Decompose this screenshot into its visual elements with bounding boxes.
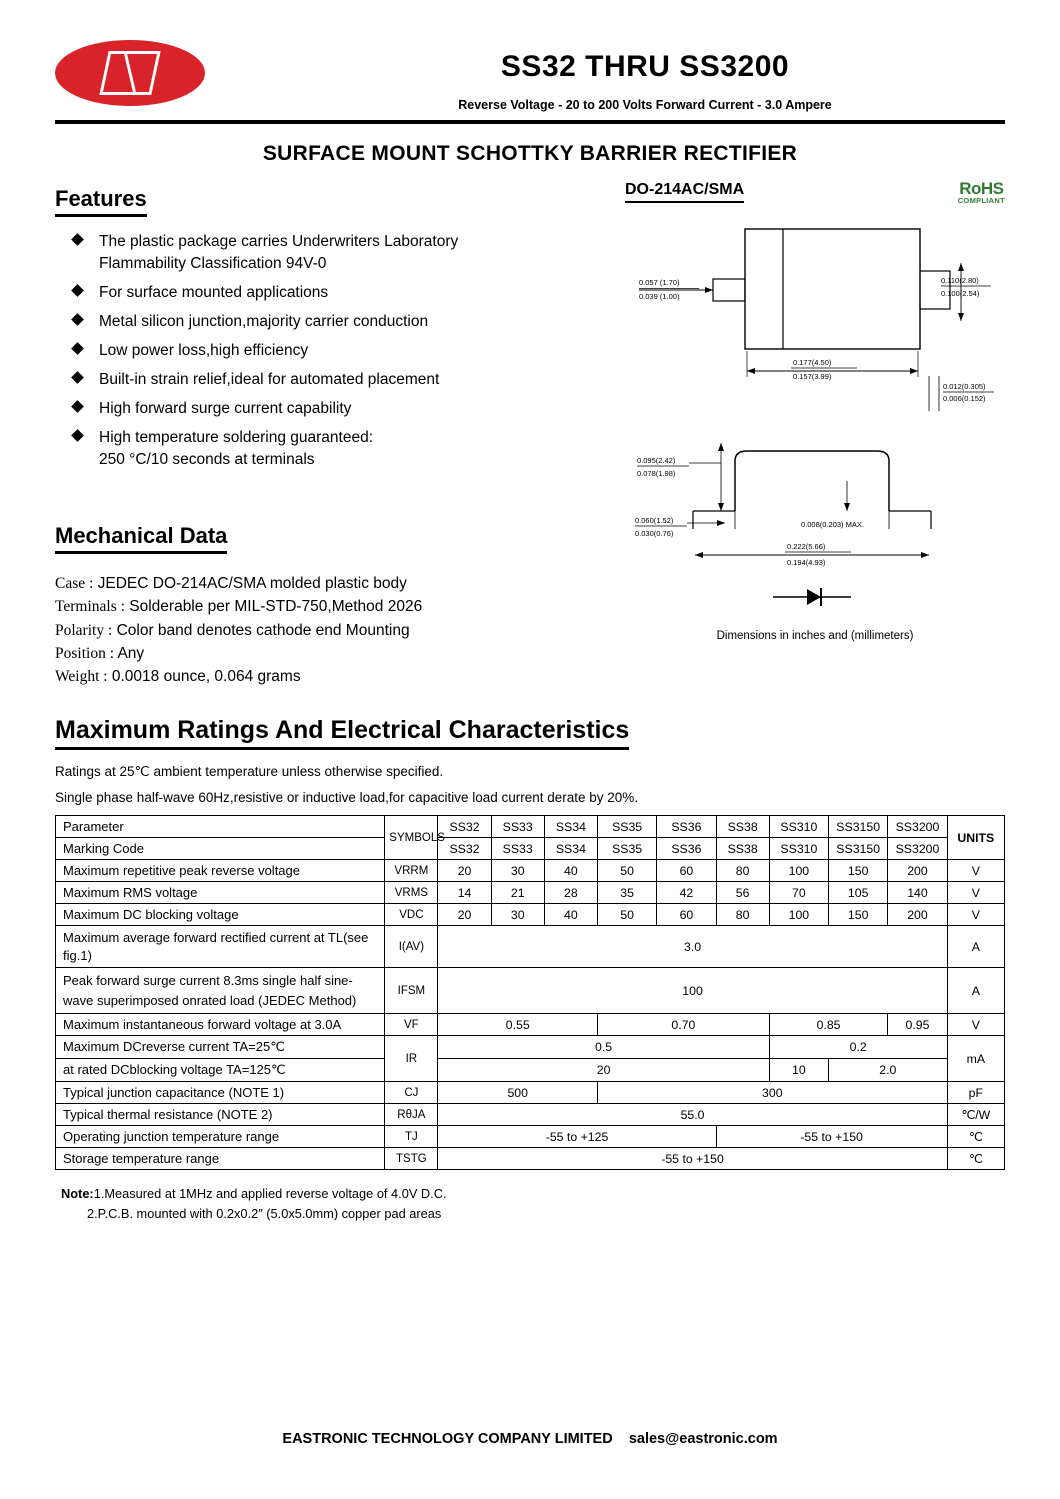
param-label: Maximum RMS voltage bbox=[56, 882, 385, 904]
dimensions-caption: Dimensions in inches and (millimeters) bbox=[716, 629, 914, 642]
list-item bbox=[73, 398, 615, 420]
cell-value: 200 bbox=[888, 904, 947, 926]
cell-value: 100 bbox=[769, 860, 828, 882]
cell-value: 40 bbox=[544, 904, 597, 926]
mech-label: Weight : bbox=[55, 668, 108, 685]
cell-value: 150 bbox=[829, 860, 888, 882]
left-column bbox=[55, 180, 615, 688]
param-label: Maximum DCreverse current TA=25℃ bbox=[56, 1036, 385, 1059]
feature-text: Built-in strain relief,ideal for automated placement bbox=[99, 371, 440, 388]
param-label: Typical junction capacitance (NOTE 1) bbox=[56, 1082, 385, 1104]
list-item bbox=[73, 282, 615, 304]
param-symbol: IFSM bbox=[385, 968, 438, 1014]
type-header: SS3150 bbox=[829, 816, 888, 838]
cell-value: 200 bbox=[888, 860, 947, 882]
package-name: DO-214AC/SMA bbox=[625, 181, 744, 203]
col-symbols: SYMBOLS bbox=[385, 816, 438, 860]
mechanical-heading: Mechanical Data bbox=[55, 523, 227, 554]
feature-text: For surface mounted applications bbox=[99, 284, 329, 301]
param-label: Maximum DC blocking voltage bbox=[56, 904, 385, 926]
page-header bbox=[0, 0, 1060, 112]
feature-text: High forward surge current capability bbox=[99, 400, 352, 417]
mech-line bbox=[55, 642, 615, 665]
col-units: UNITS bbox=[947, 816, 1004, 860]
title-block bbox=[285, 40, 1005, 112]
ratings-heading: Maximum Ratings And Electrical Characteristics bbox=[55, 716, 629, 750]
page-title: SS32 THRU SS3200 bbox=[500, 50, 790, 83]
table-row bbox=[56, 1148, 1005, 1170]
param-label: Typical thermal resistance (NOTE 2) bbox=[56, 1104, 385, 1126]
marking-code: SS32 bbox=[438, 838, 491, 860]
specifications-table bbox=[55, 815, 1005, 1170]
param-label: Maximum instantaneous forward voltage at 3.0A bbox=[56, 1014, 385, 1036]
type-header: SS32 bbox=[438, 816, 491, 838]
rohs-label: RoHS bbox=[959, 179, 1004, 198]
eastronic-logo-icon bbox=[55, 40, 205, 106]
table-row bbox=[56, 860, 1005, 882]
list-item bbox=[73, 427, 615, 471]
param-label: Maximum repetitive peak reverse voltage bbox=[56, 860, 385, 882]
marking-code: SS34 bbox=[544, 838, 597, 860]
footnotes bbox=[55, 1184, 1005, 1222]
cell-unit: V bbox=[947, 860, 1004, 882]
cell-value: -55 to +150 bbox=[716, 1126, 947, 1148]
package-header bbox=[625, 180, 1005, 205]
cell-value: 56 bbox=[716, 882, 769, 904]
feature-text-cont: Flammability Classification 94V-0 bbox=[99, 255, 327, 272]
param-symbol: TSTG bbox=[385, 1148, 438, 1170]
param-symbol: VRMS bbox=[385, 882, 438, 904]
cell-value: 20 bbox=[438, 904, 491, 926]
bullet-diamond-icon bbox=[71, 233, 84, 246]
cell-value: 500 bbox=[438, 1082, 598, 1104]
cell-value: 105 bbox=[829, 882, 888, 904]
table-row-marking bbox=[56, 838, 1005, 860]
list-item bbox=[73, 340, 615, 362]
dim-standoff: 0.008(0.203) MAX. bbox=[801, 519, 864, 529]
param-symbol: CJ bbox=[385, 1082, 438, 1104]
mech-label: Polarity : bbox=[55, 621, 113, 639]
features-list bbox=[55, 231, 615, 471]
dim-foot2: 0.030(0.76) bbox=[635, 528, 674, 538]
marking-code: SS3200 bbox=[888, 838, 947, 860]
mech-label: Terminals : bbox=[55, 598, 125, 616]
cell-value: 150 bbox=[829, 904, 888, 926]
cell-unit: ℃/W bbox=[947, 1104, 1004, 1126]
cell-value: 60 bbox=[657, 904, 716, 926]
note-text-2: 2.P.C.B. mounted with 0.2x0.2″ (5.0x5.0mm) copper pad areas bbox=[87, 1205, 442, 1221]
dim-body-h2: 0.078(1.98) bbox=[637, 468, 676, 478]
marking-code: SS35 bbox=[597, 838, 656, 860]
param-symbol: VRRM bbox=[385, 860, 438, 882]
param-symbol: I(AV) bbox=[385, 926, 438, 968]
cell-unit: A bbox=[947, 926, 1004, 968]
page-subtitle: Reverse Voltage - 20 to 200 Volts Forward Current - 3.0 Ampere bbox=[458, 98, 832, 112]
cell-unit: A bbox=[947, 968, 1004, 1014]
cell-value: 0.5 bbox=[438, 1036, 769, 1059]
cell-value: 0.2 bbox=[769, 1036, 947, 1059]
type-header: SS35 bbox=[597, 816, 656, 838]
dim-right-h1: 0.110(2.80) bbox=[941, 275, 979, 285]
list-item bbox=[73, 369, 615, 391]
table-row bbox=[56, 1059, 1005, 1082]
mech-label: Position : bbox=[55, 644, 115, 662]
dim-side-h2: 0.039 (1.00) bbox=[639, 291, 680, 301]
cell-value: 10 bbox=[769, 1059, 828, 1082]
param-label: Peak forward surge current 8.3ms single half sine-wave superimposed onrated load (JEDEC Method) bbox=[56, 968, 385, 1014]
rohs-badge bbox=[958, 180, 1005, 205]
bullet-diamond-icon bbox=[71, 313, 84, 326]
cell-value: 300 bbox=[597, 1082, 947, 1104]
cell-value: 140 bbox=[888, 882, 947, 904]
feature-text: Low power loss,high efficiency bbox=[99, 342, 309, 359]
param-label: at rated DCblocking voltage TA=125℃ bbox=[56, 1059, 385, 1082]
table-row bbox=[56, 1082, 1005, 1104]
dim-lead-t2: 0.006(0.152) bbox=[943, 393, 986, 403]
cell-unit: V bbox=[947, 882, 1004, 904]
cell-value: -55 to +150 bbox=[438, 1148, 947, 1170]
marking-code: SS3150 bbox=[829, 838, 888, 860]
table-row bbox=[56, 1126, 1005, 1148]
note-text-1: 1.Measured at 1MHz and applied reverse voltage of 4.0V D.C. bbox=[93, 1186, 447, 1202]
type-header: SS33 bbox=[491, 816, 544, 838]
type-header: SS310 bbox=[769, 816, 828, 838]
cell-value: 20 bbox=[438, 1059, 769, 1082]
cell-value: 3.0 bbox=[438, 926, 947, 968]
logo-mark-shape bbox=[99, 51, 160, 95]
cell-value: 0.95 bbox=[888, 1014, 947, 1036]
cell-value: 80 bbox=[716, 904, 769, 926]
table-row bbox=[56, 968, 1005, 1014]
cell-unit: V bbox=[947, 904, 1004, 926]
marking-code: SS310 bbox=[769, 838, 828, 860]
mech-value: JEDEC DO-214AC/SMA molded plastic body bbox=[97, 575, 407, 592]
mech-line bbox=[55, 572, 615, 595]
cell-value: 30 bbox=[491, 860, 544, 882]
feature-text: Metal silicon junction,majority carrier conduction bbox=[99, 313, 429, 330]
ratings-section bbox=[0, 716, 1060, 1223]
param-symbol: IR bbox=[385, 1036, 438, 1082]
note-prefix: Note: bbox=[61, 1186, 94, 1202]
param-symbol: TJ bbox=[385, 1126, 438, 1148]
dim-width1: 0.177(4.50) bbox=[793, 357, 832, 367]
marking-code-label: Marking Code bbox=[56, 838, 385, 860]
type-header: SS3200 bbox=[888, 816, 947, 838]
cell-value: 100 bbox=[438, 968, 947, 1014]
mech-line bbox=[55, 619, 615, 642]
cell-value: 28 bbox=[544, 882, 597, 904]
product-heading: SURFACE MOUNT SCHOTTKY BARRIER RECTIFIER bbox=[262, 142, 798, 165]
dim-lead-t1: 0.012(0.305) bbox=[943, 381, 986, 391]
feature-text: The plastic package carries Underwriters Laboratory bbox=[99, 233, 459, 250]
type-header: SS34 bbox=[544, 816, 597, 838]
dim-right-h2: 0.100(2.54) bbox=[941, 288, 980, 298]
cell-value: 0.85 bbox=[769, 1014, 888, 1036]
mech-value: 0.0018 ounce, 0.064 grams bbox=[111, 668, 301, 685]
type-header: SS36 bbox=[657, 816, 716, 838]
table-row bbox=[56, 1036, 1005, 1059]
ratings-note-1: Ratings at 25℃ ambient temperature unless otherwise specified. bbox=[55, 764, 444, 780]
cell-value: 50 bbox=[597, 860, 656, 882]
cell-value: 80 bbox=[716, 860, 769, 882]
table-row bbox=[56, 926, 1005, 968]
param-label: Operating junction temperature range bbox=[56, 1126, 385, 1148]
logo bbox=[55, 40, 285, 106]
features-heading: Features bbox=[55, 186, 147, 217]
cell-unit: ℃ bbox=[947, 1148, 1004, 1170]
cell-value: 35 bbox=[597, 882, 656, 904]
param-label: Maximum average forward rectified current at TL(see fig.1) bbox=[56, 926, 385, 968]
cell-value: 50 bbox=[597, 904, 656, 926]
table-row bbox=[56, 1014, 1005, 1036]
cell-value: 14 bbox=[438, 882, 491, 904]
table-row bbox=[56, 882, 1005, 904]
marking-code: SS33 bbox=[491, 838, 544, 860]
table-row bbox=[56, 904, 1005, 926]
package-outline-svg bbox=[625, 211, 995, 611]
marking-code: SS38 bbox=[716, 838, 769, 860]
cell-value: 42 bbox=[657, 882, 716, 904]
mech-line bbox=[55, 595, 615, 618]
note-line-1 bbox=[61, 1184, 1005, 1203]
bullet-diamond-icon bbox=[71, 429, 84, 442]
bullet-diamond-icon bbox=[71, 400, 84, 413]
page-footer bbox=[0, 1431, 1060, 1447]
table-row-header-types bbox=[56, 816, 1005, 838]
dim-width2: 0.157(3.99) bbox=[793, 371, 832, 381]
ratings-note-2: Single phase half-wave 60Hz,resistive or inductive load,for capacitive load current derate by 20%. bbox=[55, 789, 639, 805]
cell-value: 70 bbox=[769, 882, 828, 904]
cell-unit: mA bbox=[947, 1036, 1004, 1082]
marking-code: SS36 bbox=[657, 838, 716, 860]
type-header: SS38 bbox=[716, 816, 769, 838]
mech-value: Solderable per MIL-STD-750,Method 2026 bbox=[129, 598, 423, 616]
rohs-compliant-label: COMPLIANT bbox=[957, 196, 1005, 205]
mechanical-data-section bbox=[55, 517, 615, 688]
cell-value: 21 bbox=[491, 882, 544, 904]
right-column bbox=[615, 180, 1005, 688]
bullet-diamond-icon bbox=[71, 371, 84, 384]
param-symbol: VF bbox=[385, 1014, 438, 1036]
cell-value: 0.70 bbox=[597, 1014, 769, 1036]
feature-text: High temperature soldering guaranteed: bbox=[99, 429, 374, 446]
param-label: Storage temperature range bbox=[56, 1148, 385, 1170]
dim-overall2: 0.194(4.93) bbox=[787, 557, 826, 567]
mech-line bbox=[55, 665, 615, 688]
list-item bbox=[73, 311, 615, 333]
cell-value: 100 bbox=[769, 904, 828, 926]
cell-value: 40 bbox=[544, 860, 597, 882]
mech-value: Any bbox=[117, 644, 145, 662]
cell-value: 55.0 bbox=[438, 1104, 947, 1126]
main-content bbox=[0, 180, 1060, 688]
mech-value: Color band denotes cathode end Mounting bbox=[116, 621, 410, 639]
col-parameter: Parameter bbox=[56, 816, 385, 838]
cell-unit: V bbox=[947, 1014, 1004, 1036]
dim-foot1: 0.060(1.52) bbox=[635, 515, 674, 525]
table-row bbox=[56, 1104, 1005, 1126]
mech-label: Case : bbox=[55, 575, 94, 592]
bullet-diamond-icon bbox=[71, 284, 84, 297]
cell-value: 2.0 bbox=[829, 1059, 948, 1082]
company-name: EASTRONIC TECHNOLOGY COMPANY LIMITED bbox=[282, 1431, 613, 1447]
param-symbol: VDC bbox=[385, 904, 438, 926]
dim-overall1: 0.222(5.66) bbox=[787, 541, 826, 551]
header-divider bbox=[55, 120, 1005, 124]
dim-side-h1: 0.057 (1.70) bbox=[639, 277, 680, 287]
mechanical-list bbox=[55, 572, 615, 688]
cell-value: 60 bbox=[657, 860, 716, 882]
cell-value: 0.55 bbox=[438, 1014, 598, 1036]
cell-unit: pF bbox=[947, 1082, 1004, 1104]
cell-unit: ℃ bbox=[947, 1126, 1004, 1148]
package-drawing bbox=[625, 211, 1005, 616]
list-item bbox=[73, 231, 615, 275]
feature-text-cont: 250 °C/10 seconds at terminals bbox=[99, 451, 315, 468]
cell-value: 20 bbox=[438, 860, 491, 882]
cell-value: 30 bbox=[491, 904, 544, 926]
bullet-diamond-icon bbox=[71, 342, 84, 355]
contact-email[interactable]: sales@eastronic.com bbox=[628, 1431, 778, 1447]
param-symbol: RθJA bbox=[385, 1104, 438, 1126]
cell-value: -55 to +125 bbox=[438, 1126, 716, 1148]
dim-body-h1: 0.095(2.42) bbox=[637, 455, 676, 465]
